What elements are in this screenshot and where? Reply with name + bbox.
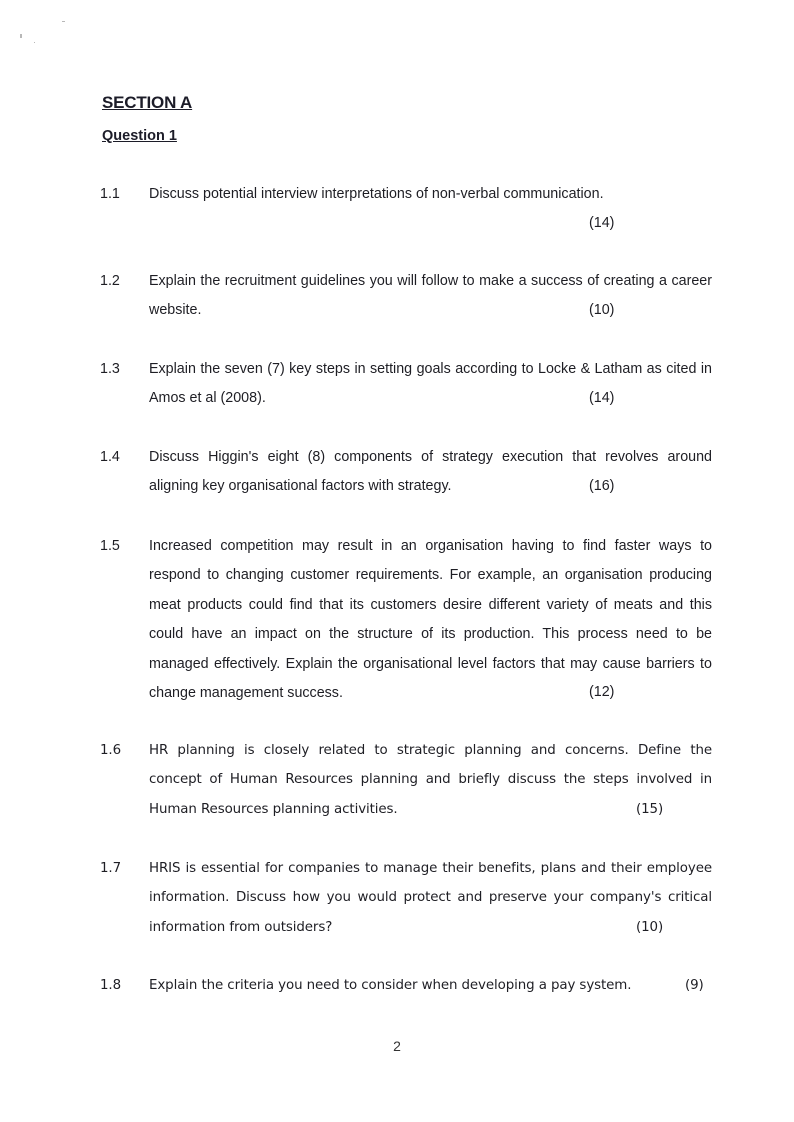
question-marks: (14) — [589, 215, 615, 231]
question-text: Explain the seven (7) key steps in setting goals according to Locke & Latham as cited in Amos et al (2008). — [149, 361, 712, 407]
question-title: Question 1 — [102, 128, 177, 144]
page-number: 2 — [393, 1038, 401, 1054]
question-number: 1.8 — [100, 978, 121, 993]
scan-speck — [20, 34, 22, 38]
scan-speck — [62, 21, 65, 22]
question-marks: (12) — [589, 684, 615, 700]
question-marks: (9) — [685, 978, 704, 993]
question-number: 1.4 — [100, 449, 120, 465]
question-text: HRIS is essential for companies to manage their benefits, plans and their employee information. Discuss how you would protect and preserve your company's critical information from outsiders? — [149, 861, 712, 935]
section-title: SECTION A — [102, 93, 193, 112]
question-text: Explain the recruitment guidelines you will follow to make a success of creating a career website. — [149, 273, 712, 319]
scan-speck — [34, 42, 35, 43]
question-number: 1.1 — [100, 186, 120, 202]
question-marks: (10) — [636, 920, 664, 935]
question-number: 1.3 — [100, 361, 120, 377]
question-number: 1.5 — [100, 538, 120, 554]
question-text: Increased competition may result in an organisation having to find faster ways to respond to changing customer requirements. For example, an organisation producing meat products could find that its customers desire different variety of meats and this could have an impact on the structure of its production. This process need to be managed effectively. Explain the organisational level factors that may cause barriers to change management success. — [149, 538, 712, 702]
question-text: Discuss potential interview interpretations of non-verbal communication. — [149, 186, 604, 202]
question-marks: (16) — [589, 478, 615, 494]
question-item-1-8 — [100, 971, 712, 1000]
question-item-1-1 — [100, 180, 712, 231]
question-item-1-7 — [100, 854, 712, 942]
question-number: 1.2 — [100, 273, 120, 289]
question-marks: (15) — [636, 802, 664, 817]
question-item-1-5 — [100, 532, 712, 708]
question-marks: (10) — [589, 302, 615, 318]
question-item-1-2 — [100, 267, 712, 326]
question-item-1-6 — [100, 736, 712, 824]
question-item-1-3 — [100, 355, 712, 414]
question-marks: (14) — [589, 390, 615, 406]
question-number: 1.7 — [100, 861, 121, 876]
question-item-1-4 — [100, 443, 712, 502]
question-number: 1.6 — [100, 743, 121, 758]
question-text: HR planning is closely related to strategic planning and concerns. Define the concept of Human Resources planning and briefly discuss the steps involved in Human Resources planning activities. — [149, 743, 712, 817]
question-text: Discuss Higgin's eight (8) components of strategy execution that revolves around aligning key organisational factors with strategy. — [149, 449, 712, 495]
question-text: Explain the criteria you need to consider when developing a pay system. — [149, 978, 632, 993]
